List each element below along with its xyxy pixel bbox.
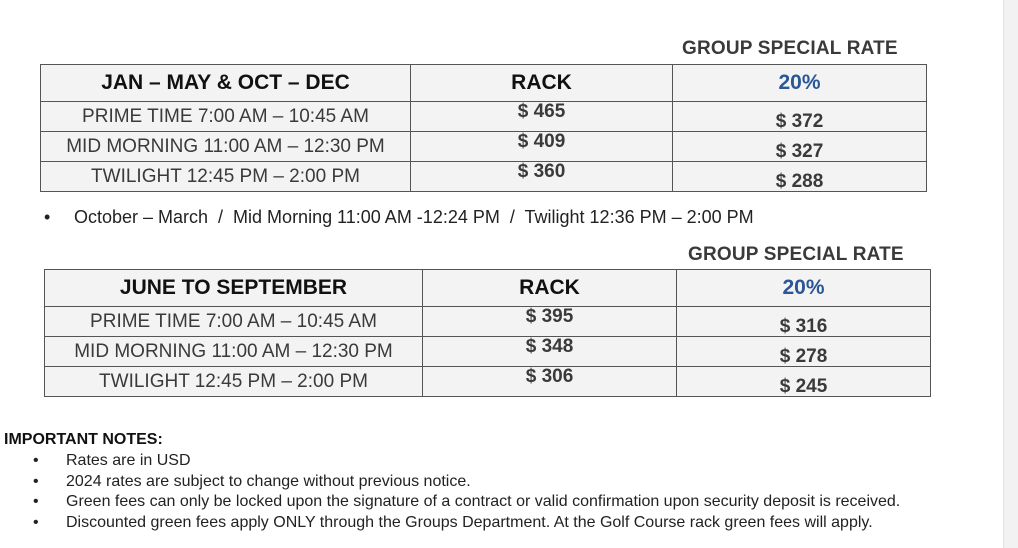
rack-price-cell: $ 360 — [411, 162, 673, 192]
rack-price-cell: $ 465 — [411, 102, 673, 132]
rack-price-cell: $ 348 — [423, 337, 677, 367]
rates-table-jan-may-oct-dec — [40, 64, 927, 192]
table-row — [41, 132, 927, 162]
scrollbar[interactable] — [1003, 0, 1018, 548]
group-price-cell: $ 316 — [677, 307, 931, 337]
group-price-cell: $ 245 — [677, 367, 931, 397]
bullet-icon: • — [33, 472, 39, 490]
note-text: Rates are in USD — [66, 452, 191, 469]
discount-header: 20% — [677, 270, 931, 307]
bullet-icon: • — [33, 493, 39, 510]
season-header: JUNE TO SEPTEMBER — [45, 270, 423, 307]
schedule-note-text: October – March / Mid Morning 11:00 AM -12:24 PM / Twilight 12:36 PM – 2:00 PM — [74, 207, 754, 227]
notes-list — [0, 451, 900, 533]
group-price-cell: $ 372 — [673, 102, 927, 132]
rates-table-june-september — [44, 269, 931, 397]
note-text: Green fees can only be locked upon the signature of a contract or valid confirmation upon security deposit is received. — [66, 493, 901, 510]
notes-title: IMPORTANT NOTES: — [4, 431, 163, 448]
period-cell: PRIME TIME 7:00 AM – 10:45 AM — [41, 102, 411, 132]
list-item — [0, 513, 900, 534]
note-text: 2024 rates are subject to change without previous notice. — [66, 472, 471, 490]
group-price-cell: $ 288 — [673, 162, 927, 192]
table-row — [45, 307, 931, 337]
bullet-icon: • — [33, 513, 39, 531]
table-row — [41, 102, 927, 132]
bullet-icon: • — [33, 452, 39, 469]
table-row — [45, 367, 931, 397]
group-price-cell: $ 278 — [677, 337, 931, 367]
discount-header: 20% — [673, 65, 927, 102]
table-row — [41, 162, 927, 192]
table-header-row — [45, 270, 931, 307]
period-cell: TWILIGHT 12:45 PM – 2:00 PM — [41, 162, 411, 192]
rack-price-cell: $ 395 — [423, 307, 677, 337]
rack-price-cell: $ 409 — [411, 132, 673, 162]
rack-header: RACK — [423, 270, 677, 307]
group-price-cell: $ 327 — [673, 132, 927, 162]
list-item — [0, 472, 900, 493]
table-header-row — [41, 65, 927, 102]
season-header: JAN – MAY & OCT – DEC — [41, 65, 411, 102]
schedule-note — [44, 207, 754, 228]
period-cell: TWILIGHT 12:45 PM – 2:00 PM — [45, 367, 423, 397]
period-cell: PRIME TIME 7:00 AM – 10:45 AM — [45, 307, 423, 337]
period-cell: MID MORNING 11:00 AM – 12:30 PM — [41, 132, 411, 162]
list-item — [0, 451, 900, 472]
bullet-icon: • — [44, 207, 51, 227]
group-special-rate-label: GROUP SPECIAL RATE — [688, 244, 904, 265]
group-special-rate-label: GROUP SPECIAL RATE — [682, 38, 898, 59]
note-text: Discounted green fees apply ONLY through the Groups Department. At the Golf Course rack green fees will apply. — [66, 513, 873, 531]
list-item — [0, 492, 900, 513]
period-cell: MID MORNING 11:00 AM – 12:30 PM — [45, 337, 423, 367]
rack-header: RACK — [411, 65, 673, 102]
table-row — [45, 337, 931, 367]
rack-price-cell: $ 306 — [423, 367, 677, 397]
